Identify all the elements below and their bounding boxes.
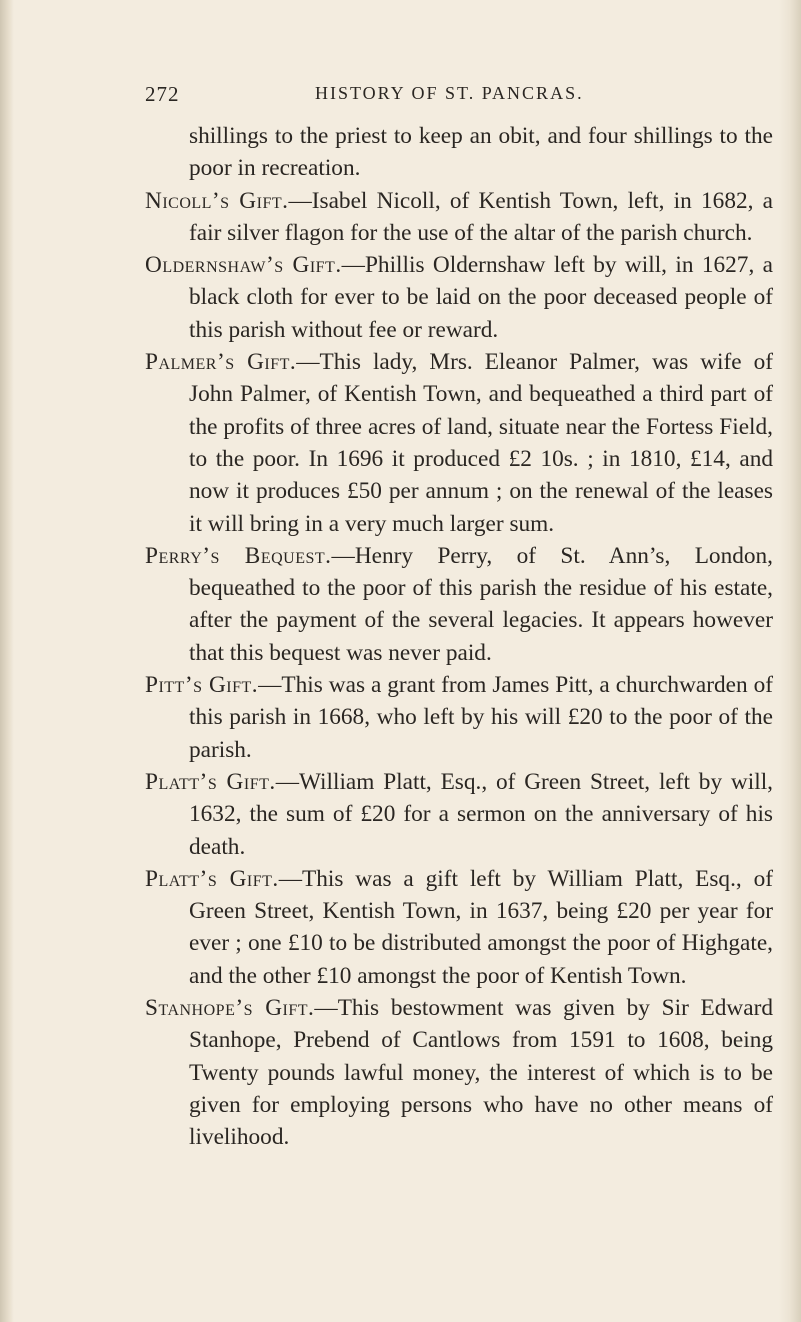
entry-text: —Isabel Nicoll, of Kentish Town, left, in 1682, a fair silver flagon for the use of the altar of the parish church. — [189, 187, 774, 246]
entry-title: Platt’s Gift. — [145, 865, 279, 892]
entry-nicoll-gift — [145, 185, 773, 250]
entry-title: Palmer’s Gift. — [145, 349, 297, 376]
entry-text: —Phillis Oldernshaw left by will, in 1627, a black cloth for ever to be laid on the poor deceased people of this parish without fee or reward. — [189, 252, 773, 343]
entry-text: —This was a grant from James Pitt, a churchwarden of this parish in 1668, who left by his will £20 to the poor of the parish. — [189, 672, 773, 763]
entry-oldernshaw-gift — [145, 249, 773, 346]
body-text — [145, 120, 773, 1154]
entry-palmer-gift — [145, 346, 773, 540]
entry-text: —This was a gift left by William Platt, Esq., of Green Street, Kentish Town, in 1637, being £20 per year for ever ; one £10 to be distributed amongst the poor of Highgate, and the other £10 amongst the poor of Kentish Town. — [189, 865, 773, 989]
running-title: HISTORY OF ST. PANCRAS. — [315, 83, 584, 103]
page-edge-shadow-left — [0, 0, 14, 1322]
entry-title: Platt’s Gift. — [145, 768, 276, 795]
entry-perry-bequest — [145, 540, 773, 669]
entry-text: —This lady, Mrs. Eleanor Palmer, was wife of John Palmer, of Kentish Town, and bequeathed a third part of the profits of three acres of land, situate near the Fortess Field, to the poor. In 1696 it produced £2 10s. ; in 1810, £14, and now it produces £50 per annum ; on the renewal of the leases it will bring in a very much larger sum. — [189, 349, 773, 537]
entry-title: Stanhope’s Gift. — [145, 995, 315, 1022]
entry-text: —This bestowment was given by Sir Edward Stanhope, Prebend of Cantlows from 1591 to 1608, being Twenty pounds lawful money, the interest of which is to be given for employing persons who have no other means of livelihood. — [189, 995, 774, 1151]
entry-text: shillings to the priest to keep an obit, and four shillings to the poor in recreation. — [189, 123, 773, 182]
entry-title: Perry’s Bequest. — [145, 542, 332, 569]
entry-continuation — [145, 120, 773, 185]
entry-text: —William Platt, Esq., of Green Street, left by will, 1632, the sum of £20 for a sermon on the anniversary of his death. — [189, 768, 773, 860]
page-number: 272 — [145, 82, 180, 106]
entry-title: Pitt’s Gift. — [145, 672, 259, 699]
entry-platt-gift-1637 — [145, 863, 773, 992]
entry-title: Nicoll’s Gift. — [145, 187, 289, 214]
entry-stanhope-gift — [145, 992, 773, 1153]
entry-text: —Henry Perry, of St. Ann’s, London, bequeathed to the poor of this parish the residue of his estate, after the payment of the several legacies. It appears however that this bequest was never paid. — [189, 542, 773, 666]
page-edge-shadow-right — [779, 0, 801, 1322]
entry-platt-gift-1632 — [145, 766, 773, 863]
running-head — [145, 82, 705, 110]
entry-pitt-gift — [145, 669, 773, 766]
entry-title: Oldernshaw’s Gift. — [145, 252, 342, 279]
